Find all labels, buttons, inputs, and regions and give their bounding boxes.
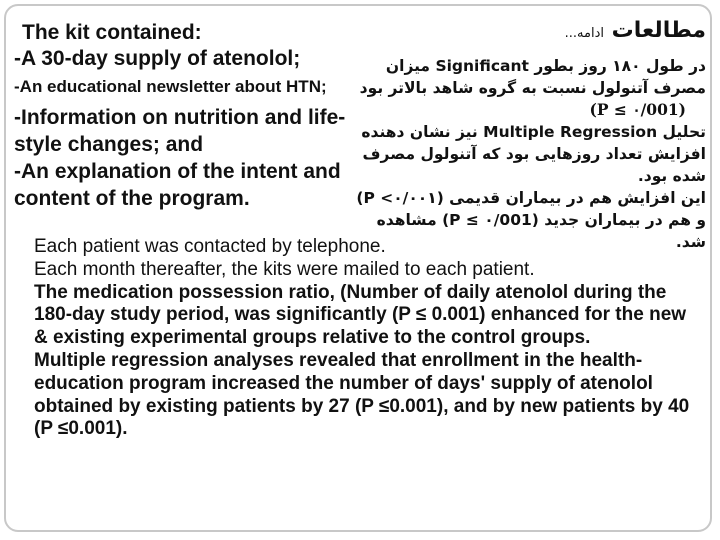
results-line-telephone: Each patient was contacted by telephone. xyxy=(34,236,386,257)
persian-heading-title: مطالعات xyxy=(611,18,706,43)
kit-item-newsletter: -An educational newsletter about HTN; xyxy=(14,77,327,96)
persian-pvalue: (P ≤ ۰/001) xyxy=(589,100,686,119)
results-text xyxy=(34,236,704,441)
persian-line: افزایش تعداد روزهایی بود که آتنولول مصرف xyxy=(362,145,706,163)
kit-item-explanation: -An explanation of the intent and content of the program. xyxy=(14,160,341,210)
persian-line: و هم در بیماران جدید (P ≤ ۰/001) مشاهده xyxy=(376,211,706,229)
persian-studies-panel xyxy=(356,14,706,253)
results-paragraph-regression: Multiple regression analyses revealed that enrollment in the health-education program increased the number of days' supply of atenolol obtained by existing patients by 27 (P ≤0.001), and by new patients by 40 (P ≤0.001). xyxy=(34,349,690,440)
kit-item-nutrition: -Information on nutrition and life-style changes; and xyxy=(14,106,346,156)
persian-line: شد. xyxy=(675,233,706,251)
persian-line xyxy=(356,99,706,121)
kit-item-atenolol: -A 30-day supply of atenolol; xyxy=(14,47,301,70)
kit-contents xyxy=(14,20,354,212)
persian-heading xyxy=(356,14,706,51)
persian-line: مصرف آتنولول نسبت به گروه شاهد بالاتر بود xyxy=(359,79,706,97)
results-paragraph-possession-ratio: The medication possession ratio, (Number of daily atenolol during the 180-day study period, was significantly (P ≤ 0.001) enhanced for the new & existing experimental groups relative to the control groups. xyxy=(34,281,687,349)
persian-line: این افزایش هم در بیماران قدیمی (P <۰/۰۰۱) xyxy=(356,189,706,207)
persian-heading-continued: ادامه... xyxy=(564,26,604,41)
kit-heading: The kit contained: xyxy=(22,21,202,44)
persian-line: شده بود. xyxy=(637,167,706,185)
persian-line: در طول ۱۸۰ روز بطور Significant میزان xyxy=(385,57,706,75)
persian-line: تحلیل Multiple Regression نیز نشان دهنده xyxy=(361,123,706,141)
results-line-mailed: Each month thereafter, the kits were mailed to each patient. xyxy=(34,258,535,280)
